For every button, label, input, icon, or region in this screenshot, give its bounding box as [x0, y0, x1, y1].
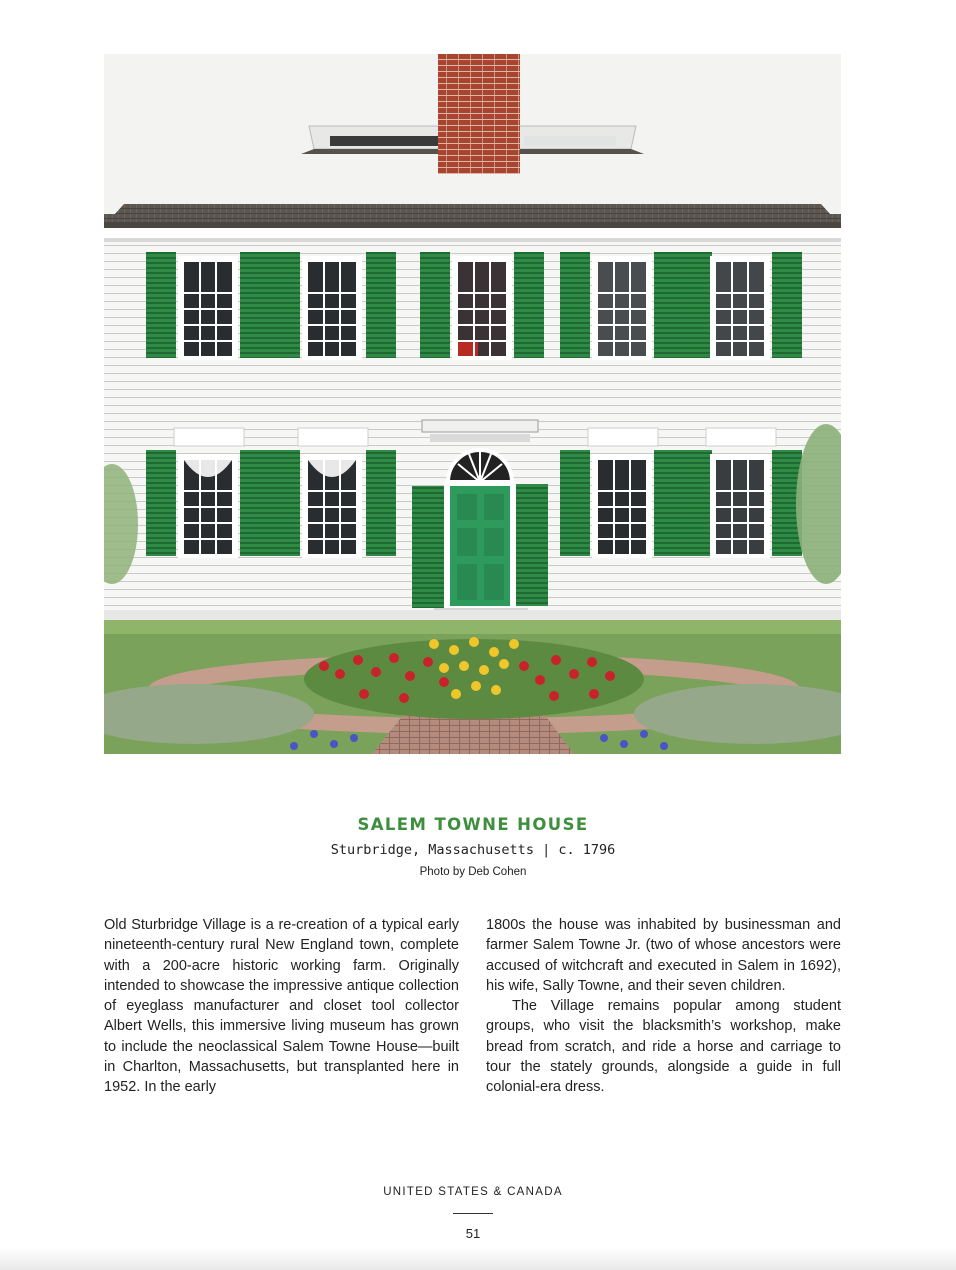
- section-label: UNITED STATES & CANADA: [383, 1186, 563, 1198]
- page-edge-shadow: [0, 1248, 956, 1270]
- footer-divider: [453, 1213, 493, 1214]
- body-paragraph: The Village remains popular among student groups, who visit the blacksmith’s workshop, make bread from scratch, and ride a horse and carriage to tour the stately grounds, alongside a guide in full colonial-era dress.: [486, 998, 841, 1096]
- house-photo: [104, 54, 841, 754]
- article-title: SALEM TOWNE HOUSE: [357, 815, 589, 834]
- article-subtitle: Sturbridge, Massachusetts | c. 1796: [330, 842, 616, 858]
- body-paragraph: 1800s the house was inhabited by businessman and farmer Salem Towne Jr. (two of whose ancestors were accused of witchcraft and executed in Salem in 1692), his wife, Sally Towne, and their seven children.: [486, 917, 841, 994]
- body-column-left: [104, 915, 459, 1098]
- photo-credit: Photo by Deb Cohen: [419, 866, 527, 878]
- body-column-right: [486, 915, 841, 1098]
- page-number: 51: [465, 1226, 481, 1241]
- body-paragraph: Old Sturbridge Village is a re-creation of a typical early nineteenth-century rural New England town, complete with a 200-acre historic working farm. Originally intended to showcase the impressive antique collection of eyeglass manufacturer and closet tool collector Albert Wells, this immersive living museum has grown to include the neoclassical Salem Towne House—built in Charlton, Massachusetts, but transplanted here in 1952. In the early: [104, 917, 459, 1096]
